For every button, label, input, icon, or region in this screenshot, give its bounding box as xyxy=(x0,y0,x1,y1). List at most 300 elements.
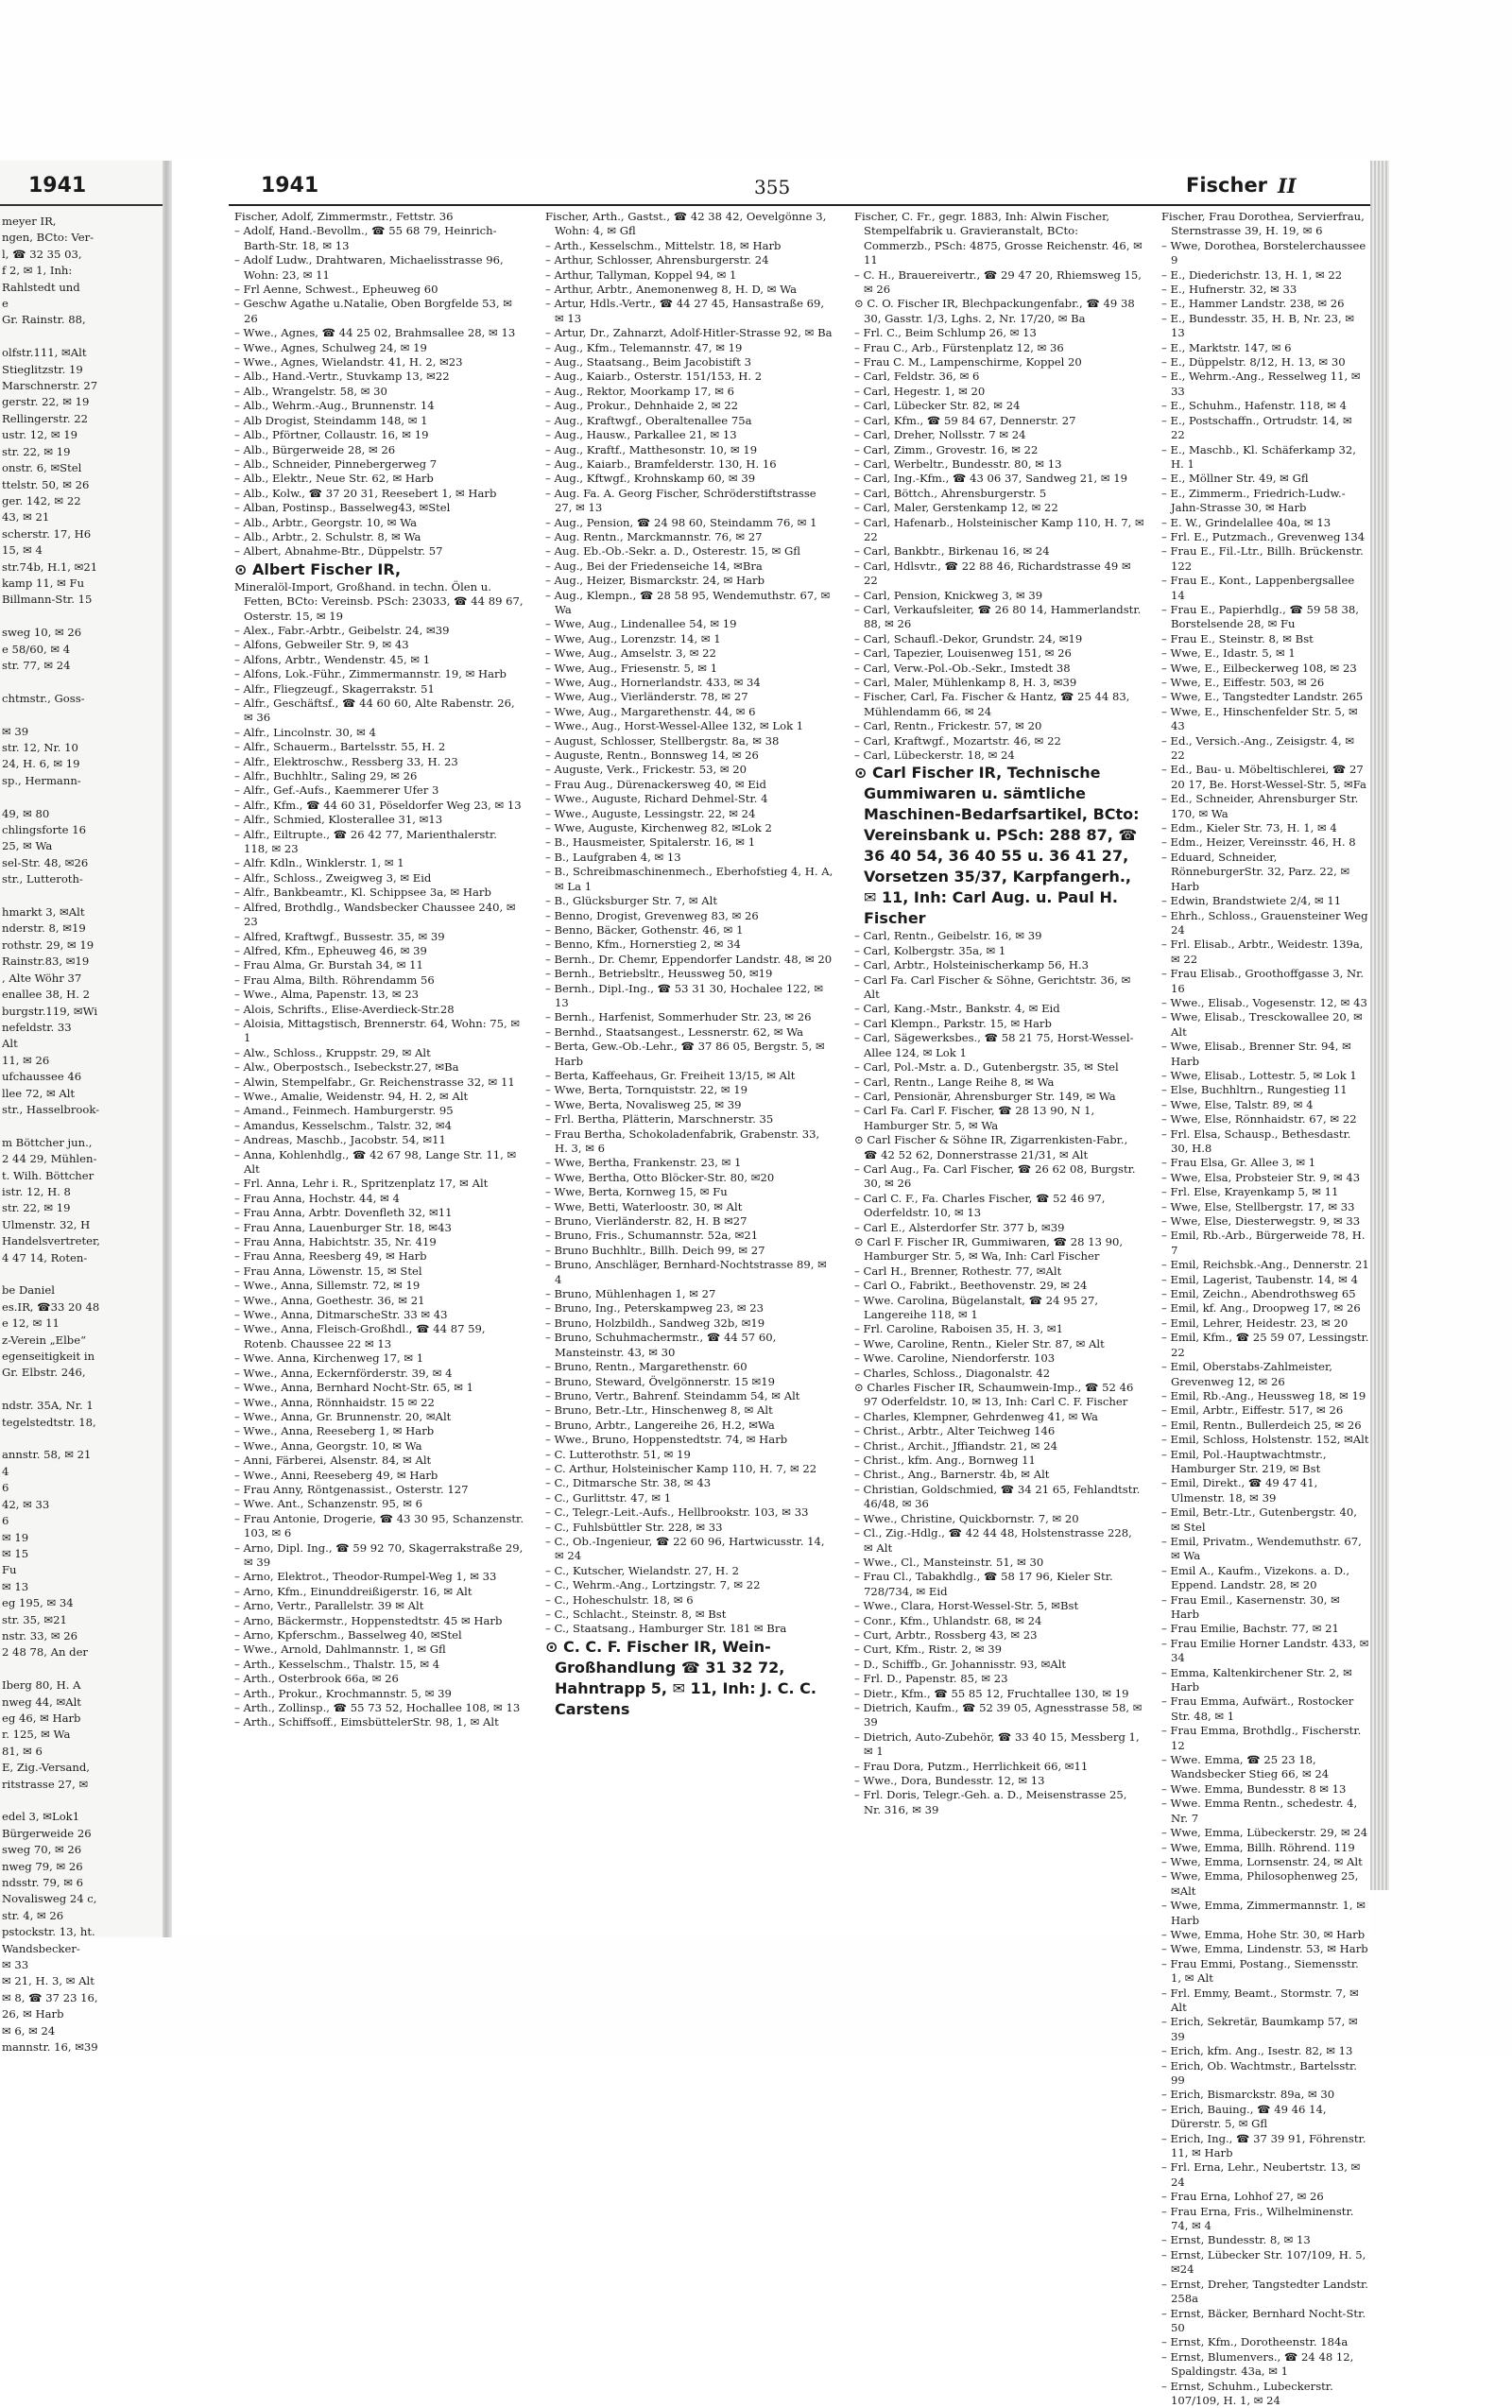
previous-page-line: 26, ✉ Harb xyxy=(2,2007,64,2021)
directory-entry: – Wwe, Auguste, Kirchenweg 82, ✉Lok 2 xyxy=(545,821,772,835)
directory-entry: – Frau E., Papierhdlg., ☎ 59 58 38, Borstelsende 28, ✉ Fu xyxy=(1161,602,1359,631)
directory-entry: – Wwe., Anna, Goethestr. 36, ✉ 21 xyxy=(234,1293,425,1307)
running-head-volume: II xyxy=(1278,174,1297,198)
directory-entry: – Wwe, Dorothea, Borstelerchaussee 9 xyxy=(1161,238,1366,267)
directory-entry: – E., Zimmerm., Friedrich-Ludw.-Jahn-Strasse 30, ✉ Harb xyxy=(1161,486,1346,515)
directory-entry: – Bruno, Ing., Peterskampweg 23, ✉ 23 xyxy=(545,1301,765,1316)
directory-entry: – Ed., Schneider, Ahrensburger Str. 170, ✉ Wa xyxy=(1161,792,1359,820)
directory-entry: – Anna, Kohlenhdlg., ☎ 42 67 98, Lange Str. 11, ✉ Alt xyxy=(234,1147,517,1176)
directory-entry: – Alb., Wehrm.-Aug., Brunnenstr. 14 xyxy=(234,399,435,413)
directory-entry: – Wwe., Clara, Horst-Wessel-Str. 5, ✉Bst xyxy=(854,1599,1079,1613)
directory-entry: – Frau Aug., Dürenackersweg 40, ✉ Eid xyxy=(545,777,766,791)
directory-entry: – Bruno, Arbtr., Langereihe 26, H.2, ✉Wa xyxy=(545,1418,775,1432)
previous-page-line: Handelsvertreter, xyxy=(2,1234,100,1248)
previous-page-line: sweg 70, ✉ 26 xyxy=(2,1843,82,1857)
previous-page-line: Iberg 80, H. A xyxy=(2,1678,81,1693)
directory-entry: – Emil, Oberstabs-Zahlmeister, Grevenweg 12, ✉ 26 xyxy=(1161,1360,1332,1388)
previous-page-line: ndsstr. 79, ✉ 6 xyxy=(2,1876,83,1890)
directory-entry: – B., Schreibmaschinenmech., Eberhofstieg 4, H. A, ✉ La 1 xyxy=(545,865,833,893)
directory-entry: – Arno, Kfm., Einunddreißigerstr. 16, ✉ Alt xyxy=(234,1584,472,1598)
directory-entry: – Alw., Schloss., Kruppstr. 29, ✉ Alt xyxy=(234,1045,431,1059)
previous-page-line: 4 xyxy=(2,1464,9,1478)
directory-entry: – Emil, Reichsbk.-Ang., Dennerstr. 21 xyxy=(1161,1258,1369,1272)
directory-entry: – Carl, Maler, Mühlenkamp 8, H. 3, ✉39 xyxy=(854,676,1077,689)
previous-page-line: 49, ✉ 80 xyxy=(2,806,50,820)
directory-entry: – Bruno, Holzbildh., Sandweg 32b, ✉19 xyxy=(545,1316,765,1330)
directory-entry: – Ernst, Schuhm., Lubeckerstr. 107/109, H. 1, ✉ 24 xyxy=(1161,2379,1333,2407)
directory-entry: – Erich, Bismarckstr. 89a, ✉ 30 xyxy=(1161,2088,1335,2102)
directory-entry: – Carl, Feldstr. 36, ✉ 6 xyxy=(854,370,980,384)
directory-entry: – Carl, Ing.-Kfm., ☎ 43 06 37, Sandweg 21, ✉ 19 xyxy=(854,472,1127,486)
previous-page-line: kamp 11, ✉ Fu xyxy=(2,576,85,590)
directory-entry: – Carl, Böttch., Ahrensburgerstr. 5 xyxy=(854,486,1047,500)
directory-entry: – Emma, Kaltenkirchener Str. 2, ✉ Harb xyxy=(1161,1665,1352,1694)
directory-entry: – Wwe, Emma, Lornsenstr. 24, ✉ Alt xyxy=(1161,1854,1363,1868)
directory-entry: – Berta, Gew.-Ob.-Lehr., ☎ 37 86 05, Bergstr. 5, ✉ Harb xyxy=(545,1040,825,1068)
directory-entry: – Alfr., Bankbeamtr., Kl. Schippsee 3a, ✉ Harb xyxy=(234,886,491,900)
directory-entry: – Curt, Kfm., Ristr. 2, ✉ 39 xyxy=(854,1643,1002,1657)
directory-entry: – Christ., kfm. Ang., Bornweg 11 xyxy=(854,1453,1036,1468)
header-rule xyxy=(229,204,1370,206)
directory-entry: – C., Staatsang., Hamburger Str. 181 ✉ Bra xyxy=(545,1622,787,1636)
directory-entry: – Wwe., Anna, Sillemstr. 72, ✉ 19 xyxy=(234,1279,421,1293)
directory-entry: – Frau Antonie, Drogerie, ☎ 43 30 95, Schanzenstr. 103, ✉ 6 xyxy=(234,1511,524,1540)
previous-page-line: str. 4, ✉ 26 xyxy=(2,1908,64,1922)
previous-page-line: ✉ 39 xyxy=(2,724,29,738)
directory-entry: – Emil, kf. Ang., Droopweg 17, ✉ 26 xyxy=(1161,1301,1361,1316)
previous-page-line: nstr. 33, ✉ 26 xyxy=(2,1628,77,1643)
previous-page-line: ustr. 12, ✉ 19 xyxy=(2,428,77,442)
directory-entry: – Emil, Zeichn., Abendrothsweg 65 xyxy=(1161,1287,1356,1301)
directory-entry: – Carl, Dreher, Nollsstr. 7 ✉ 24 xyxy=(854,428,1026,442)
directory-entry: – Frau Alma, Gr. Burstah 34, ✉ 11 xyxy=(234,958,423,972)
directory-entry: – Carl, Hdlsvtr., ☎ 22 88 46, Richardstrasse 49 ✉ 22 xyxy=(854,559,1131,588)
directory-entry: – Arth., Osterbrook 66a, ✉ 26 xyxy=(234,1672,399,1686)
directory-entry: – Wwe, E., Hinschenfelder Str. 5, ✉ 43 xyxy=(1161,704,1358,733)
previous-page-line: chtmstr., Goss- xyxy=(2,691,85,705)
directory-entry: – Albert, Abnahme-Btr., Düppelstr. 57 xyxy=(234,544,443,559)
directory-entry: – Wwe, Elisab., Lottestr. 5, ✉ Lok 1 xyxy=(1161,1068,1357,1082)
directory-entry: – Arno, Vertr., Parallelstr. 39 ✉ Alt xyxy=(234,1599,424,1613)
directory-entry: – Frau Emmi, Postang., Siemensstr. 1, ✉ Alt xyxy=(1161,1956,1359,1986)
previous-page-line: 11, ✉ 26 xyxy=(2,1053,50,1067)
directory-entry: – Wwe., Arnold, Dahlmannstr. 1, ✉ Gfl xyxy=(234,1643,446,1657)
directory-entry: – Frau Anna, Löwenstr. 15, ✉ Stel xyxy=(234,1264,422,1278)
previous-page-line: Novalisweg 24 c, xyxy=(2,1892,97,1906)
directory-entry: – C., Telegr.-Leit.-Aufs., Hellbrookstr. 103, ✉ 33 xyxy=(545,1505,809,1520)
directory-entry: – Ed., Bau- u. Möbeltischlerei, ☎ 27 20 17, Be. Horst-Wessel-Str. 5, ✉Fa xyxy=(1161,763,1366,791)
directory-entry: – Wwe, Aug., Lorenzstr. 14, ✉ 1 xyxy=(545,631,721,645)
directory-entry: – Arth., Prokur., Krochmannstr. 5, ✉ 39 xyxy=(234,1686,452,1700)
directory-entry: – Wwe., Auguste, Lessingstr. 22, ✉ 24 xyxy=(545,806,756,820)
directory-entry: – Wwe., Alma, Papenstr. 13, ✉ 23 xyxy=(234,988,420,1002)
directory-entry: – Emil, Arbtr., Eiffestr. 517, ✉ 26 xyxy=(1161,1403,1344,1418)
directory-entry: – Arno, Dipl. Ing., ☎ 59 92 70, Skagerrakstraße 29, ✉ 39 xyxy=(234,1540,524,1569)
directory-entry: – Frl. Doris, Telegr.-Geh. a. D., Meisenstrasse 25, Nr. 316, ✉ 39 xyxy=(854,1788,1127,1816)
previous-page-line: olfstr.111, ✉Alt xyxy=(2,346,87,360)
directory-entry: – Alfr., Schmied, Klosterallee 31, ✉13 xyxy=(234,813,443,827)
directory-entry: – Emil, Rb.-Arb., Bürgerweide 78, H. 7 xyxy=(1161,1229,1366,1257)
directory-entry: – Wwe, Emma, Billh. Röhrend. 119 xyxy=(1161,1840,1355,1854)
directory-entry: – Wwe, E., Tangstedter Landstr. 265 xyxy=(1161,690,1364,704)
directory-entry: – Wwe., Cl., Mansteinstr. 51, ✉ 30 xyxy=(854,1555,1044,1569)
previous-page-line: ✉ 13 xyxy=(2,1579,29,1593)
directory-entry: – Frl. Anna, Lehr i. R., Spritzenplatz 17, ✉ Alt xyxy=(234,1177,489,1191)
directory-entry: – C. H., Brauereivertr., ☎ 29 47 20, Rhiemsweg 15, ✉ 26 xyxy=(854,267,1142,297)
directory-entry: – Emil, Lagerist, Taubenstr. 14, ✉ 4 xyxy=(1161,1272,1358,1286)
directory-entry: – Wwe. Caroline, Niendorferstr. 103 xyxy=(854,1351,1056,1366)
directory-entry: – Wwe, Emma, Philosophenweg 25, ✉Alt xyxy=(1161,1869,1359,1898)
previous-page-line: eg 195, ✉ 34 xyxy=(2,1596,74,1610)
previous-page-line: str.74b, H.1, ✉21 xyxy=(2,559,98,574)
directory-entry: – Arno, Kpferschm., Basselweg 40, ✉Stel xyxy=(234,1628,462,1642)
directory-entry: – Ernst, Dreher, Tangstedter Landstr. 258a xyxy=(1161,2277,1368,2306)
directory-entry: – Arthur, Tallyman, Koppel 94, ✉ 1 xyxy=(545,267,737,282)
directory-entry: – C., Ob.-Ingenieur, ☎ 22 60 96, Hartwicusstr. 14, ✉ 24 xyxy=(545,1534,825,1563)
directory-entry: – Frau C. M., Lampenschirme, Koppel 20 xyxy=(854,355,1082,370)
directory-entry: – Wwe, Emma, Hohe Str. 30, ✉ Harb xyxy=(1161,1927,1366,1941)
directory-entry: – Bruno, Fris., Schumannstr. 52a, ✉21 xyxy=(545,1229,759,1243)
directory-entry: – Wwe. Carolina, Bügelanstalt, ☎ 24 95 27, Langereihe 118, ✉ 1 xyxy=(854,1293,1099,1321)
directory-entry: – Artur, Hdls.-Vertr., ☎ 44 27 45, Hansastraße 69, ✉ 13 xyxy=(545,297,825,325)
previous-page-line: m Böttcher jun., xyxy=(2,1135,93,1149)
directory-entry: – Aug., Bei der Friedenseiche 14, ✉Bra xyxy=(545,559,763,573)
directory-entry: – Emil A., Kaufm., Vizekons. a. D., Eppend. Landstr. 28, ✉ 20 xyxy=(1161,1563,1350,1592)
previous-page-line xyxy=(2,1382,161,1398)
directory-entry: – Else, Buchhltrn., Rungestieg 11 xyxy=(1161,1083,1348,1097)
directory-entry: ⊙ Carl Fischer IR, Technische Gummiwaren u. sämtliche Maschinen-Bedarfsartikel, BCto: Vereinsbank u. PSch: 288 87, ☎ 36 40 54, 36 40 55 u. 36 41 27, Vorsetzen 35/37, Karpfangerh., ✉ 11, Inh: Carl Aug. u. Paul H. Fischer xyxy=(854,764,1140,928)
previous-page-line xyxy=(2,888,161,904)
directory-entry: – Carl, Hafenarb., Holsteinischer Kamp 110, H. 7, ✉ 22 xyxy=(854,515,1144,543)
previous-page-line: ngen, BCto: Ver- xyxy=(2,231,94,245)
directory-entry: – Wwe., Anna, Reeseberg 1, ✉ Harb xyxy=(234,1424,435,1438)
directory-entry: – Aug. Eb.-Ob.-Sekr. a. D., Osterestr. 15, ✉ Gfl xyxy=(545,544,800,559)
page-year: 1941 xyxy=(261,174,319,198)
directory-entry: – Alb., Hand.-Vertr., Stuvkamp 13, ✉22 xyxy=(234,370,450,384)
directory-entry: – Frau Anny, Röntgenassist., Osterstr. 127 xyxy=(234,1482,469,1496)
previous-page-line: 43, ✉ 21 xyxy=(2,510,50,525)
previous-page-line: 2 48 78, An der xyxy=(2,1645,88,1660)
previous-page-line: str. 22, ✉ 19 xyxy=(2,1201,71,1215)
directory-entry: – Frl. Elsa, Schausp., Bethesdastr. 30, H.8 xyxy=(1161,1127,1351,1155)
directory-entry: – Arno, Bäckermstr., Hoppenstedtstr. 45 ✉ Harb xyxy=(234,1613,503,1627)
directory-entry: – Wwe., Agnes, Schulweg 24, ✉ 19 xyxy=(234,340,427,354)
directory-entry: – Wwe., Anna, Rönnhaidstr. 15 ✉ 22 xyxy=(234,1395,435,1409)
directory-entry: Fischer, Frau Dorothea, Servierfrau, Sternstrasse 39, H. 19, ✉ 6 xyxy=(1161,210,1365,238)
directory-entry: – Aug. Rentn., Marckmannstr. 76, ✉ 27 xyxy=(545,529,763,543)
previous-page-line: Rainstr.83, ✉19 xyxy=(2,955,90,969)
directory-entry: – Cl., Zig.-Hdlg., ☎ 42 44 48, Holstenstrasse 228, ✉ Alt xyxy=(854,1526,1132,1555)
directory-column-2 xyxy=(545,210,835,1720)
directory-entry: – Frau C., Arb., Fürstenplatz 12, ✉ 36 xyxy=(854,340,1064,354)
previous-page-line: str. 12, Nr. 10 xyxy=(2,741,78,754)
previous-page-line: Ulmenstr. 32, H xyxy=(2,1217,91,1231)
directory-entry: – Arthur, Schlosser, Ahrensburgerstr. 24 xyxy=(545,253,769,267)
directory-entry: – Aug., Heizer, Bismarckstr. 24, ✉ Harb xyxy=(545,574,765,588)
directory-entry: – Carl Fa. Carl Fischer & Söhne, Gerichtstr. 36, ✉ Alt xyxy=(854,972,1131,1002)
directory-entry: – Charles, Schloss., Diagonalstr. 42 xyxy=(854,1366,1051,1380)
directory-entry: – B., Glücksburger Str. 7, ✉ Alt xyxy=(545,894,718,908)
previous-page-line: nderstr. 8, ✉19 xyxy=(2,921,86,936)
directory-entry: – Alfr., Fliegzeugf., Skagerrakstr. 51 xyxy=(234,681,435,696)
directory-entry: – Wwe. Ant., Schanzenstr. 95, ✉ 6 xyxy=(234,1497,422,1511)
directory-entry: – Frau Erna, Lohhof 27, ✉ 26 xyxy=(1161,2190,1324,2204)
directory-entry: – Carl, Zimm., Grovestr. 16, ✉ 22 xyxy=(854,442,1039,456)
directory-entry: – Frau Emma, Brothdlg., Fischerstr. 12 xyxy=(1161,1724,1362,1752)
directory-entry: – Aug., Kraftf., Matthesonstr. 10, ✉ 19 xyxy=(545,442,758,456)
previous-page-line: nweg 44, ✉Alt xyxy=(2,1694,81,1709)
previous-page-line: str. 35, ✉21 xyxy=(2,1612,67,1626)
directory-entry: – Wwe, Aug., Margarethenstr. 44, ✉ 6 xyxy=(545,704,756,718)
directory-entry: – Ed., Versich.-Ang., Zeisigstr. 4, ✉ 22 xyxy=(1161,733,1355,763)
directory-entry: – Fischer, Carl, Fa. Fischer & Hantz, ☎ 25 44 83, Mühlendamm 66, ✉ 24 xyxy=(854,690,1130,718)
directory-entry: – Christ., Arbtr., Alter Teichweg 146 xyxy=(854,1424,1056,1438)
directory-entry: – Alb., Arbtr., 2. Schulstr. 8, ✉ Wa xyxy=(234,529,421,543)
directory-entry: – Frl. C., Beim Schlump 26, ✉ 13 xyxy=(854,326,1037,340)
directory-entry: – E., Maschb., Kl. Schäferkamp 32, H. 1 xyxy=(1161,442,1356,471)
directory-entry: – Wwe, Bertha, Otto Blöcker-Str. 80, ✉20 xyxy=(545,1170,775,1184)
previous-page-header-rule xyxy=(0,204,163,206)
directory-entry: – Carl O., Fabrikt., Beethovenstr. 29, ✉ 24 xyxy=(854,1279,1088,1293)
directory-entry: – Wwe, Else, Stellbergstr. 17, ✉ 33 xyxy=(1161,1199,1355,1213)
previous-page-line: eg 46, ✉ Harb xyxy=(2,1711,81,1725)
directory-entry: – Alfr., Elektroschw., Ressberg 33, H. 23 xyxy=(234,754,458,768)
directory-entry: – Frl. D., Papenstr. 85, ✉ 23 xyxy=(854,1672,1008,1686)
directory-entry: – Bruno, Betr.-Ltr., Hinschenweg 8, ✉ Alt xyxy=(545,1403,773,1418)
directory-entry: – Wwe, Else, Rönnhaidstr. 67, ✉ 22 xyxy=(1161,1112,1357,1127)
previous-page-line: rothstr. 29, ✉ 19 xyxy=(2,937,94,952)
directory-entry: – Christian, Goldschmied, ☎ 34 21 65, Fehlandtstr. 46/48, ✉ 36 xyxy=(854,1482,1141,1511)
directory-entry: – Alw., Oberpostsch., Isebeckstr.27, ✉Ba xyxy=(234,1060,459,1075)
directory-entry: – Wwe, Aug., Hornerlandstr. 433, ✉ 34 xyxy=(545,676,761,689)
directory-entry: – Alwin, Stempelfabr., Gr. Reichenstrasse 32, ✉ 11 xyxy=(234,1075,515,1089)
previous-page-line xyxy=(2,707,161,723)
directory-entry: – Wwe, Else, Diesterwegstr. 9, ✉ 33 xyxy=(1161,1214,1361,1229)
directory-entry: – Arth., Zollinsp., ☎ 55 73 52, Hochallee 108, ✉ 13 xyxy=(234,1701,521,1715)
directory-entry: – Adolf Ludw., Drahtwaren, Michaelisstrasse 96, Wohn: 23, ✉ 11 xyxy=(234,253,504,282)
running-head-name: Fischer xyxy=(1186,174,1268,197)
previous-page-line xyxy=(2,1266,161,1282)
previous-page-line: ritstrasse 27, ✉ xyxy=(2,1777,89,1791)
directory-entry: – Bernh., Betriebsltr., Heussweg 50, ✉19 xyxy=(545,967,773,981)
directory-entry: – Frau Emil., Kasernenstr. 30, ✉ Harb xyxy=(1161,1592,1340,1621)
previous-page-line: 6 xyxy=(2,1514,9,1528)
previous-page-line: ✉ 8, ☎ 37 23 16, xyxy=(2,1990,98,2004)
directory-entry: – Alfons, Arbtr., Wendenstr. 45, ✉ 1 xyxy=(234,652,431,666)
directory-entry: – Carl, Sägewerksbes., ☎ 58 21 75, Horst-Wessel-Allee 124, ✉ Lok 1 xyxy=(854,1031,1134,1059)
directory-entry: – E., Hammer Landstr. 238, ✉ 26 xyxy=(1161,297,1345,311)
directory-entry: – Alb., Wrangelstr. 58, ✉ 30 xyxy=(234,384,387,398)
previous-page-line: sweg 10, ✉ 26 xyxy=(2,626,82,640)
previous-page-line: Gr. Elbstr. 246, xyxy=(2,1366,86,1380)
directory-entry: – Carl, Rentn., Lange Reihe 8, ✉ Wa xyxy=(854,1075,1055,1089)
directory-entry: – Wwe., Anna, Georgstr. 10, ✉ Wa xyxy=(234,1438,422,1453)
previous-page-line xyxy=(2,329,161,345)
previous-page-line: Billmann-Str. 15 xyxy=(2,593,93,607)
directory-entry: – Bernh., Dr. Chemr, Eppendorfer Landstr. 48, ✉ 20 xyxy=(545,952,833,966)
previous-page-line: chlingsforte 16 xyxy=(2,823,86,837)
directory-entry: – Alex., Fabr.-Arbtr., Geibelstr. 24, ✉39 xyxy=(234,623,450,637)
previous-page-line: Gr. Rainstr. 88, xyxy=(2,313,86,327)
previous-page-line: es.IR, ☎33 20 48 xyxy=(2,1299,100,1314)
directory-entry: – Emil, Betr.-Ltr., Gutenbergstr. 40, ✉ Stel xyxy=(1161,1505,1357,1534)
directory-entry: ⊙ C. C. F. Fischer IR, Wein-Großhandlung ☎ 31 32 72, Hahntrapp 5, ✉ 11, Inh: J. C. C. Carstens xyxy=(545,1637,816,1718)
previous-page-line: Wandsbecker- xyxy=(2,1941,80,1955)
directory-entry: – Frau Emilie Horner Landstr. 433, ✉34 xyxy=(1161,1636,1369,1665)
directory-entry: – Erich, Ing., ☎ 37 39 91, Föhrenstr. 11, ✉ Harb xyxy=(1161,2131,1366,2160)
directory-entry: – Wwe. Emma, Bundesstr. 8 ✉ 13 xyxy=(1161,1781,1347,1796)
directory-entry: – Berta, Kaffeehaus, Gr. Freiheit 13/15, ✉ Alt xyxy=(545,1068,796,1082)
directory-entry: – Aug., Klempn., ☎ 28 58 95, Wendemuthstr. 67, ✉ Wa xyxy=(545,588,831,616)
directory-entry: – Aug., Staatsang., Beim Jacobistift 3 xyxy=(545,355,751,370)
directory-entry: – Bernhd., Staatsangest., Lessnerstr. 62, ✉ Wa xyxy=(545,1024,804,1039)
previous-page-line: str., Hasselbrook- xyxy=(2,1102,100,1116)
directory-entry: – Frau Anna, Arbtr. Dovenfleth 32, ✉11 xyxy=(234,1206,453,1220)
previous-page-line xyxy=(2,1118,161,1134)
directory-entry: – Wwe, Emma, Zimmermannstr. 1, ✉ Harb xyxy=(1161,1899,1366,1927)
previous-page-line xyxy=(2,1431,161,1447)
directory-entry: – Arth., Kesselschm., Mittelstr. 18, ✉ Harb xyxy=(545,238,782,252)
directory-entry: – Frau Emilie, Bachstr. 77, ✉ 21 xyxy=(1161,1622,1339,1636)
directory-entry: – Bernh., Dipl.-Ing., ☎ 53 31 30, Hochalee 122, ✉ 13 xyxy=(545,981,824,1009)
directory-entry: – C. Lutterothstr. 51, ✉ 19 xyxy=(545,1447,691,1461)
previous-page-line: scherstr. 17, H6 xyxy=(2,526,92,541)
previous-page-line: be Daniel xyxy=(2,1283,55,1298)
previous-page-line: ✉ 33 xyxy=(2,1958,29,1972)
previous-page-line: ✉ 19 xyxy=(2,1530,29,1544)
previous-page-line: r. 125, ✉ Wa xyxy=(2,1728,71,1742)
directory-entry: – Frau Anna, Hochstr. 44, ✉ 4 xyxy=(234,1191,400,1205)
directory-entry: ⊙ Carl Fischer & Söhne IR, Zigarrenkisten-Fabr., ☎ 42 52 62, Donnerstrasse 21/31, ✉ Alt xyxy=(854,1133,1128,1161)
directory-page xyxy=(172,161,1370,2407)
directory-entry: – Wwe, E., Eilbeckerweg 108, ✉ 23 xyxy=(1161,661,1357,675)
directory-entry: – C., Hoheschulstr. 18, ✉ 6 xyxy=(545,1592,694,1607)
directory-entry: Mineralöl-Import, Großhand. in techn. Ölen u. Fetten, BCto: Vereinsb. PSch: 23033, ☎ 44 89 67, Osterstr. 15, ✉ 19 xyxy=(234,579,524,623)
directory-entry: ⊙ Albert Fischer IR, xyxy=(234,559,402,578)
directory-entry: – C., Gurlittstr. 47, ✉ 1 xyxy=(545,1490,672,1505)
directory-entry: – Carl, Verkaufsleiter, ☎ 26 80 14, Hammerlandstr. 88, ✉ 26 xyxy=(854,602,1142,631)
directory-entry: – Alfr., Buchhltr., Saling 29, ✉ 26 xyxy=(234,769,418,783)
directory-entry: – Aug., Kraftwgf., Oberaltenallee 75a xyxy=(545,413,752,427)
directory-entry: – Aug., Hausw., Parkallee 21, ✉ 13 xyxy=(545,428,737,442)
directory-entry: – Ernst, Lübecker Str. 107/109, H. 5, ✉24 xyxy=(1161,2247,1366,2277)
directory-entry: – Carl Aug., Fa. Carl Fischer, ☎ 26 62 08, Burgstr. 30, ✉ 26 xyxy=(854,1161,1136,1191)
directory-entry: – Bruno Buchhltr., Billh. Deich 99, ✉ 27 xyxy=(545,1243,765,1257)
directory-entry: – Alfons, Gebweiler Str. 9, ✉ 43 xyxy=(234,638,409,652)
directory-entry: – C. Arthur, Holsteinischer Kamp 110, H. 7, ✉ 22 xyxy=(545,1461,817,1475)
directory-entry: – Alfr., Eiltrupte., ☎ 26 42 77, Marienthalerstr. 118, ✉ 23 xyxy=(234,827,497,856)
directory-entry: – Bruno, Mühlenhagen 1, ✉ 27 xyxy=(545,1287,716,1301)
directory-entry: – Frau E., Fil.-Ltr., Billh. Brückenstr. 122 xyxy=(1161,544,1364,573)
previous-page-line xyxy=(2,674,161,690)
directory-entry: – Aug., Pension, ☎ 24 98 60, Steindamm 76, ✉ 1 xyxy=(545,515,817,529)
directory-entry: – Arthur, Arbtr., Anemonenweg 8, H. D, ✉ Wa xyxy=(545,283,798,297)
directory-entry: – Aug., Kfm., Telemannstr. 47, ✉ 19 xyxy=(545,340,743,354)
previous-page-year: 1941 xyxy=(28,174,87,198)
directory-entry: – E., Schuhm., Hafenstr. 118, ✉ 4 xyxy=(1161,399,1348,413)
previous-page-line: str. 22, ✉ 19 xyxy=(2,444,71,458)
directory-entry: – Wwe., Anna, Fleisch-Großhdl., ☎ 44 87 59, Rotenb. Chaussee 22 ✉ 13 xyxy=(234,1322,486,1350)
previous-page-line xyxy=(2,609,161,625)
directory-entry: – Andreas, Maschb., Jacobstr. 54, ✉11 xyxy=(234,1133,446,1147)
directory-entry: – Ernst, Kfm., Dorotheenstr. 184a xyxy=(1161,2335,1349,2349)
directory-entry: – Wwe, Betti, Waterloostr. 30, ✉ Alt xyxy=(545,1199,743,1213)
directory-entry: – Wwe., Elisab., Vogesenstr. 12, ✉ 43 xyxy=(1161,995,1367,1009)
directory-entry: – E. W., Grindelallee 40a, ✉ 13 xyxy=(1161,515,1332,529)
previous-page-line: Stieglitzstr. 19 xyxy=(2,362,83,376)
previous-page-line: annstr. 58, ✉ 21 xyxy=(2,1448,92,1462)
directory-entry: – Carl, Verw.-Pol.-Ob.-Sekr., Imstedt 38 xyxy=(854,661,1071,675)
directory-entry: – C., Fuhlsbüttler Str. 228, ✉ 33 xyxy=(545,1520,723,1534)
directory-entry: ⊙ Charles Fischer IR, Schaumwein-Imp., ☎ 52 46 97 Oderfeldstr. 10, ✉ 13, Inh: Carl C. F. Fischer xyxy=(854,1381,1134,1409)
directory-entry: – Emil, Privatm., Wendemuthstr. 67, ✉ Wa xyxy=(1161,1534,1362,1563)
directory-column-3 xyxy=(854,210,1144,1817)
directory-entry: – Frau Cl., Tabakhdlg., ☎ 58 17 96, Kieler Str. 728/734, ✉ Eid xyxy=(854,1570,1113,1598)
directory-entry: – C., Wehrm.-Ang., Lortzingstr. 7, ✉ 22 xyxy=(545,1578,761,1592)
directory-entry: – Emil, Pol.-Hauptwachtmstr., Hamburger Str. 219, ✉ Bst xyxy=(1161,1447,1327,1475)
previous-page-fragment xyxy=(0,161,163,2055)
previous-page-line: meyer IR, xyxy=(2,215,57,228)
directory-entry: – Wwe., Christine, Quickbornstr. 7, ✉ 20 xyxy=(854,1511,1079,1525)
directory-entry: – Bruno, Anschläger, Bernhard-Nochtstrasse 89, ✉ 4 xyxy=(545,1258,827,1286)
directory-entry: – Wwe, Berta, Novalisweg 25, ✉ 39 xyxy=(545,1097,742,1111)
directory-entry: – Charles, Klempner, Gehrdenweg 41, ✉ Wa xyxy=(854,1409,1098,1423)
previous-page-line: edel 3, ✉Lok1 xyxy=(2,1810,80,1824)
previous-page-line: istr. 12, H. 8 xyxy=(2,1184,71,1198)
directory-entry: – Wwe. Emma Rentn., schedestr. 4, Nr. 7 xyxy=(1161,1797,1358,1825)
directory-entry: ⊙ Carl F. Fischer IR, Gummiwaren, ☎ 28 13 90, Hamburger Str. 5, ✉ Wa, Inh: Carl Fischer xyxy=(854,1234,1124,1264)
directory-entry: – Wwe, Aug., Amselstr. 3, ✉ 22 xyxy=(545,646,716,661)
directory-entry: – Alfr., Geschäftsf., ☎ 44 60 60, Alte Rabenstr. 26, ✉ 36 xyxy=(234,697,515,725)
directory-entry: – E., Möllner Str. 49, ✉ Gfl xyxy=(1161,472,1309,486)
directory-entry: – Wwe, E., Eiffestr. 503, ✉ 26 xyxy=(1161,676,1325,689)
directory-entry: – Geschw Agathe u.Natalie, Oben Borgfelde 53, ✉ 26 xyxy=(234,297,512,325)
directory-entry: – Wwe, Aug., Lindenallee 54, ✉ 19 xyxy=(545,617,737,631)
directory-entry: – Carl, Werbeltr., Bundesstr. 80, ✉ 13 xyxy=(854,456,1062,471)
directory-entry: Fischer, Arth., Gastst., ☎ 42 38 42, Oevelgönne 3, Wohn: 4, ✉ Gfl xyxy=(545,210,827,238)
directory-entry: – Carl, Pol.-Mstr. a. D., Gutenbergstr. 35, ✉ Stel xyxy=(854,1060,1119,1075)
directory-entry: – Dietr., Kfm., ☎ 55 85 12, Fruchtallee 130, ✉ 19 xyxy=(854,1686,1129,1700)
directory-entry: – Edwin, Brandstwiete 2/4, ✉ 11 xyxy=(1161,894,1342,908)
directory-entry: – C., Ditmarsche Str. 38, ✉ 43 xyxy=(545,1476,712,1490)
directory-entry: – Bruno, Vertr., Bahrenf. Steindamm 54, ✉ Alt xyxy=(545,1388,800,1402)
directory-entry: – Frl. Else, Krayenkamp 5, ✉ 11 xyxy=(1161,1185,1339,1199)
previous-page-line: e 58/60, ✉ 4 xyxy=(2,642,71,656)
directory-entry: – Wwe., Dora, Bundesstr. 12, ✉ 13 xyxy=(854,1774,1045,1787)
directory-entry: – Wwe, Else, Talstr. 89, ✉ 4 xyxy=(1161,1097,1314,1111)
previous-page-line: 25, ✉ Wa xyxy=(2,839,53,853)
directory-entry: – Amandus, Kesselschm., Talstr. 32, ✉4 xyxy=(234,1118,452,1132)
directory-entry: – Eduard, Schneider, RönneburgerStr. 32, Parz. 22, ✉ Harb xyxy=(1161,850,1350,893)
directory-entry: Fischer, C. Fr., gegr. 1883, Inh: Alwin Fischer, Stempelfabrik u. Gravieranstalt, BCto: Commerzb., PSch: 4875, Grosse Reichenstr. 46, ✉ 11 xyxy=(854,210,1143,267)
directory-entry: – Arth., Kesselschm., Thalstr. 15, ✉ 4 xyxy=(234,1657,440,1671)
directory-entry: – Wwe, Elisab., Tresckowallee 20, ✉Alt xyxy=(1161,1010,1363,1039)
directory-entry: – Edm., Heizer, Vereinsstr. 46, H. 8 xyxy=(1161,835,1356,850)
directory-entry: – B., Hausmeister, Spitalerstr. 16, ✉ 1 xyxy=(545,835,756,850)
previous-page-line: hmarkt 3, ✉Alt xyxy=(2,905,85,920)
directory-entry: – Frau E., Kont., Lappenbergsallee 14 xyxy=(1161,574,1355,602)
directory-entry: – Frl. Elisab., Arbtr., Weidestr. 139a, ✉ 22 xyxy=(1161,937,1364,966)
directory-entry: – Alfons, Lok.-Führ., Zimmermannstr. 19, ✉ Harb xyxy=(234,667,507,681)
directory-entry: – Carl C. F., Fa. Charles Fischer, ☎ 52 46 97, Oderfeldstr. 10, ✉ 13 xyxy=(854,1191,1106,1220)
directory-entry: – Aug., Kaiarb., Bramfelderstr. 130, H. 16 xyxy=(545,456,777,471)
previous-page-line xyxy=(2,1661,161,1677)
directory-entry: – Frau Elisab., Groothoffgasse 3, Nr. 16 xyxy=(1161,967,1365,995)
previous-page-line: nefeldstr. 33 xyxy=(2,1020,72,1034)
previous-page-line: Rahlstedt und xyxy=(2,280,80,294)
directory-entry: – Edm., Kieler Str. 73, H. 1, ✉ 4 xyxy=(1161,821,1337,835)
directory-entry: – Wwe., Anna, Eckernförderstr. 39, ✉ 4 xyxy=(234,1366,453,1380)
